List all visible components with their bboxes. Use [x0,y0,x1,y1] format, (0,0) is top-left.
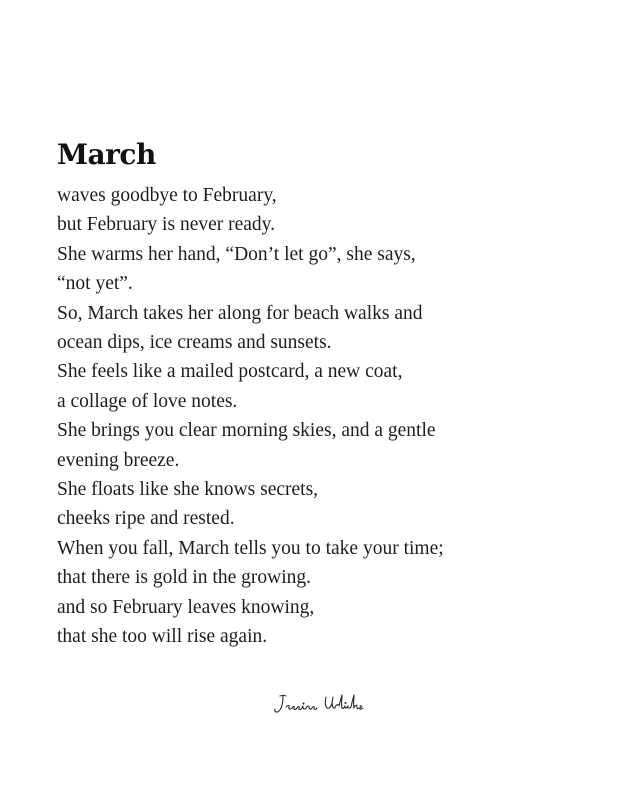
poem-line: evening breeze. [57,449,180,471]
poem-line: waves goodbye to February, [57,185,277,206]
poem [57,137,617,652]
poem-line: a collage of love notes. [57,390,238,412]
poem-line: She brings you clear morning skies, and a gentle [57,420,436,442]
poem-line: that she too will rise again. [57,626,268,648]
poem-line: When you fall, March tells you to take your time; [57,537,444,559]
poem-line: that there is gold in the growing. [57,567,311,589]
poem-body [57,181,617,652]
poem-line: So, March takes her along for beach walks and [57,302,423,324]
author-signature [270,690,370,718]
poem-line: but February is never ready. [57,214,276,236]
poem-line: She floats like she knows secrets, [57,479,319,501]
poem-line: “not yet”. [57,273,133,295]
poem-line: She warms her hand, “Don’t let go”, she says, [57,243,416,265]
poem-line: cheeks ripe and rested. [57,508,235,530]
poem-title: March [57,138,156,171]
poem-line: ocean dips, ice creams and sunsets. [57,332,332,354]
poem-line: She feels like a mailed postcard, a new coat, [57,361,403,383]
poem-line: and so February leaves knowing, [57,596,315,618]
